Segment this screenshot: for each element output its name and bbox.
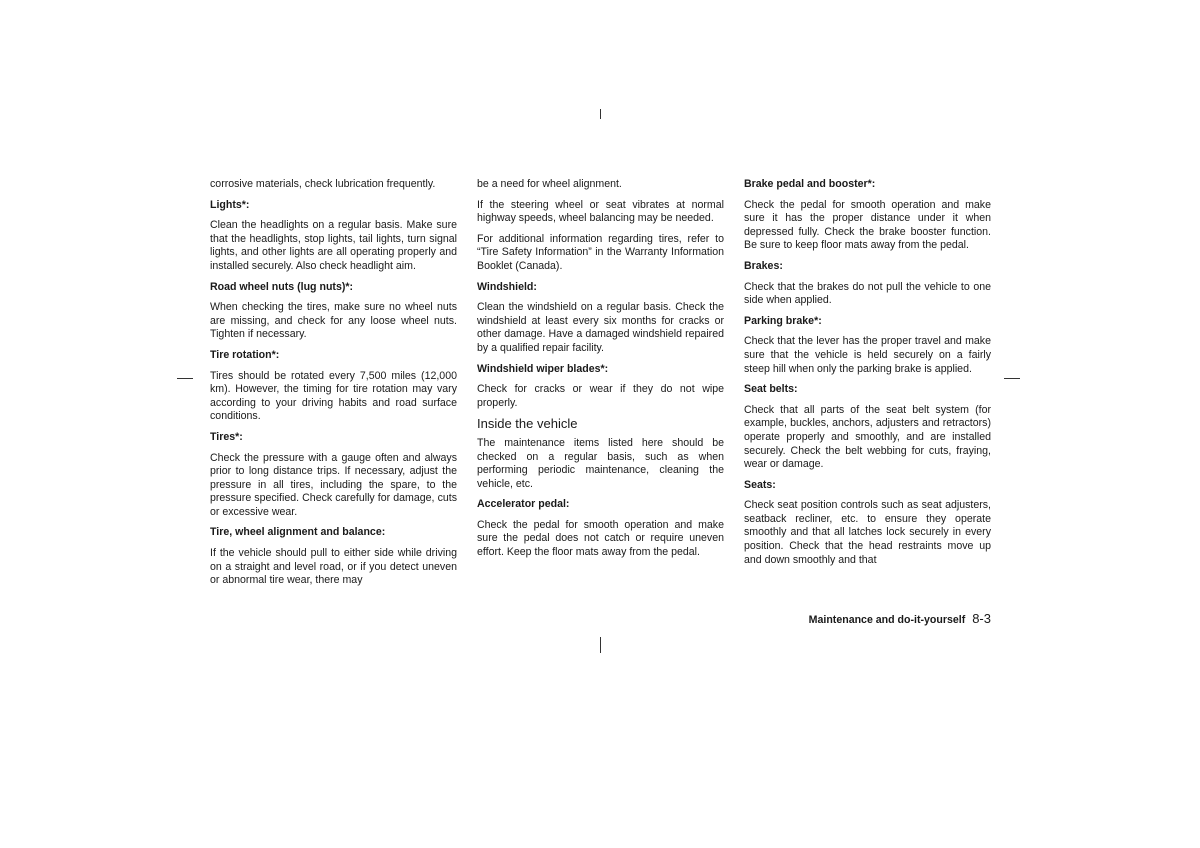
heading-wheel-nuts: Road wheel nuts (lug nuts)*:: [210, 280, 354, 293]
bottom-crop-mark: [600, 637, 601, 653]
left-crop-mark: [177, 378, 193, 379]
column-left: [210, 178, 457, 595]
paragraph-continued: be a need for wheel alignment.: [477, 178, 622, 190]
heading-alignment: Tire, wheel alignment and balance:: [210, 526, 386, 539]
section-heading-inside: Inside the vehicle: [477, 416, 578, 432]
heading-windshield: Windshield:: [477, 280, 537, 293]
heading-seat-belts: Seat belts:: [744, 383, 798, 396]
column-middle: [477, 178, 724, 567]
heading-wiper-blades: Windshield wiper blades*:: [477, 362, 609, 375]
paragraph-tire-info: For additional information regarding tires, refer to “Tire Safety Information” in the Warranty Information Booklet (Canada).: [477, 232, 724, 272]
column-right: [744, 178, 991, 574]
paragraph-brakes: Check that the brakes do not pull the vehicle to one side when applied.: [744, 280, 991, 307]
top-crop-mark: [600, 109, 601, 119]
paragraph-tire-rotation: Tires should be rotated every 7,500 miles (12,000 km). However, the timing for tire rotation may vary according to your driving habits and road surface conditions.: [210, 369, 457, 423]
page-footer: [744, 611, 991, 626]
paragraph-inside: The maintenance items listed here should be checked on a regular basis, such as when performing periodic maintenance, cleaning the vehicle, etc.: [477, 436, 724, 490]
heading-tires: Tires*:: [210, 430, 243, 443]
heading-lights: Lights*:: [210, 198, 250, 211]
paragraph-parking-brake: Check that the lever has the proper travel and make sure that the vehicle is held securely on a fairly steep hill when only the parking brake is applied.: [744, 335, 991, 375]
footer-section-title: Maintenance and do-it-yourself: [808, 614, 966, 626]
heading-tire-rotation: Tire rotation*:: [210, 348, 280, 361]
heading-accelerator: Accelerator pedal:: [477, 498, 570, 511]
paragraph-brake-pedal: Check the pedal for smooth operation and make sure it has the proper distance under it when depressed fully. Check the brake booster function. Be sure to keep floor mats away from the pedal.: [744, 198, 991, 252]
paragraph-windshield: Clean the windshield on a regular basis. Check the windshield at least every six months for cracks or other damage. Have a damaged windshield repaired by a qualified repair facility.: [477, 301, 724, 354]
heading-seats: Seats:: [744, 478, 776, 491]
paragraph-balancing: If the steering wheel or seat vibrates at normal highway speeds, wheel balancing may be needed.: [477, 198, 724, 225]
heading-brakes: Brakes:: [744, 259, 783, 272]
heading-brake-pedal: Brake pedal and booster*:: [744, 178, 876, 190]
page-number: 8-3: [972, 611, 991, 626]
heading-parking-brake: Parking brake*:: [744, 314, 822, 327]
paragraph-accelerator: Check the pedal for smooth operation and make sure the pedal does not catch or require uneven effort. Keep the floor mats away from the pedal.: [477, 518, 724, 559]
paragraph-lights: Clean the headlights on a regular basis. Make sure that the headlights, stop lights, tail lights, turn signal lights, and other lights are all operating properly and installed securely. Also check headlight aim.: [210, 219, 457, 272]
paragraph-seat-belts: Check that all parts of the seat belt system (for example, buckles, anchors, adjusters and retractors) operate properly and smoothly, and are installed securely. Check the belt webbing for cuts, fraying, wear or damage.: [744, 403, 991, 471]
paragraph-tires: Check the pressure with a gauge often and always prior to long distance trips. If necessary, adjust the pressure in all tires, including the spare, to the pressure specified. Check carefully for damage, cuts or excessive wear.: [210, 451, 457, 518]
paragraph-seats: Check seat position controls such as seat adjusters, seatback recliner, etc. to ensure they operate smoothly and that all latches lock securely in every position. Check that the head restraints move up and down smoothly and that: [744, 499, 991, 566]
paragraph-wiper-blades: Check for cracks or wear if they do not wipe properly.: [477, 383, 724, 409]
paragraph-continued: corrosive materials, check lubrication frequently.: [210, 178, 436, 190]
paragraph-alignment: If the vehicle should pull to either side while driving on a straight and level road, or if you detect uneven or abnormal tire wear, there may: [210, 547, 457, 587]
paragraph-wheel-nuts: When checking the tires, make sure no wheel nuts are missing, and check for any loose wheel nuts. Tighten if necessary.: [210, 301, 457, 341]
right-crop-mark: [1004, 378, 1020, 379]
